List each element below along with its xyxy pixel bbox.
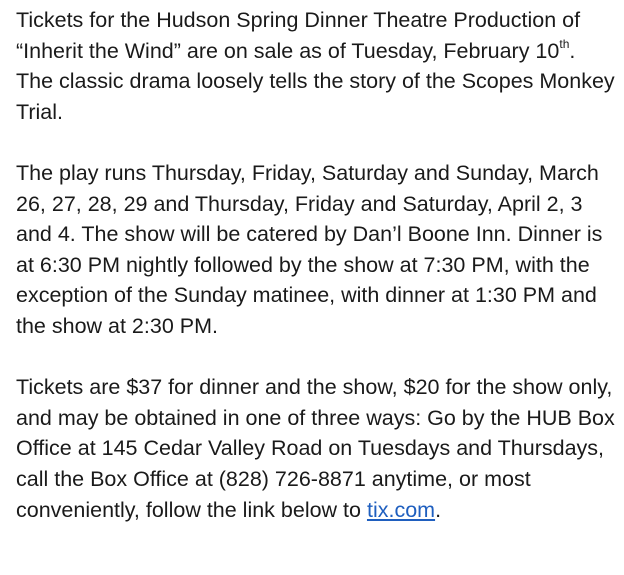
ticket-sale-text: Tickets for the Hudson Spring Dinner Theatre Production of “Inherit the Wind” are on sale as of Tuesday, February 10 [16, 8, 581, 63]
pricing-text: Tickets are $37 for dinner and the show, $20 for the show only, and may be obtained in one of three ways: Go by the HUB Box Office at 145 Cedar Valley Road on Tuesdays and Thursdays, call the Box Office at (828) 726-8871 anytime, or most conveniently, follow the link below to [16, 375, 615, 522]
announcement-document [16, 5, 616, 525]
paragraph-schedule [16, 158, 616, 342]
tix-link[interactable]: tix.com [366, 497, 436, 522]
paragraph-pricing [16, 372, 616, 525]
pricing-text-end: . [435, 497, 442, 522]
schedule-text: The play runs Thursday, Friday, Saturday and Sunday, March 26, 27, 28, 29 and Thursday, Friday and Saturday, April 2, 3 and 4. The show will be catered by Dan’l Boone Inn. Dinner is at 6:30 PM nightly followed by the show at 7:30 PM, with the exception of the Sunday matinee, with dinner at 1:30 PM and the show at 2:30 PM. [16, 160, 603, 338]
ordinal-suffix: th [559, 37, 570, 52]
ticket-sale-text-end: . The classic drama loosely tells the story of the Scopes Monkey Trial. [16, 38, 615, 124]
paragraph-ticket-sale [16, 5, 616, 127]
